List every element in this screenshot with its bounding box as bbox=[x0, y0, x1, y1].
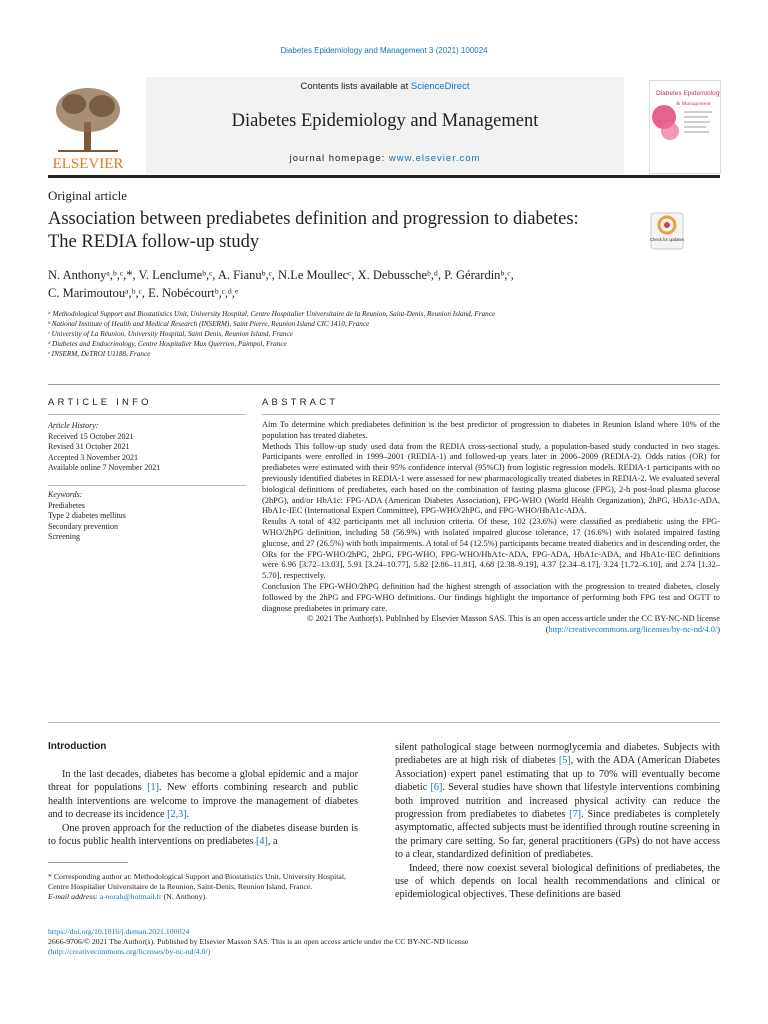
abstract-body bbox=[262, 420, 720, 636]
elsevier-logo[interactable] bbox=[48, 82, 128, 172]
journal-name: Diabetes Epidemiology and Management bbox=[231, 111, 539, 131]
article-history bbox=[48, 421, 246, 474]
abstract-conclusion: Conclusion The FPG-WHO/2hPG definition had the highest strength of association with the progression to treated diabetes, closely followed by the 2hPG and FPG-WHO definitions. Our findings highlight the importance of performing both FPG test and OGTT to diagnose prediabetes in primary care. bbox=[262, 581, 720, 613]
divider bbox=[48, 414, 246, 415]
email-suffix: (N. Anthony). bbox=[161, 892, 208, 902]
check-updates-label: Check for updates bbox=[650, 237, 684, 242]
keyword: Screening bbox=[48, 532, 80, 542]
abstract-aim: Aim To determine which prediabetes definition is the best predictor of progression to diabetes in Reunion Island where 10% of the population has treated diabetes. bbox=[262, 420, 720, 440]
affiliation-d: ᵈ Diabetes and Endocrinology, Centre Hospitalier Max Querrien, Paimpol, France bbox=[48, 340, 287, 348]
homepage-line bbox=[146, 153, 624, 164]
email-line bbox=[48, 892, 358, 902]
history-received: Received 15 October 2021 bbox=[48, 431, 134, 441]
check-updates-icon bbox=[650, 212, 684, 250]
citation-link[interactable]: [5] bbox=[558, 755, 571, 767]
affiliation-e: ᵉ INSERM, DeTROI U1188, France bbox=[48, 350, 151, 358]
cover-subtitle: & Management bbox=[676, 101, 711, 107]
history-revised: Revised 31 October 2021 bbox=[48, 442, 130, 452]
footnote bbox=[48, 872, 358, 903]
divider bbox=[48, 384, 720, 385]
author-list bbox=[48, 266, 688, 302]
sciencedirect-link[interactable]: ScienceDirect bbox=[410, 81, 470, 92]
intro-paragraph-4: Indeed, there now coexist several biological definitions of prediabetes, the use of which depends on local health recommendations and clinical or epidemiological objectives. These definitions are based bbox=[395, 862, 720, 901]
text-run: , a bbox=[267, 836, 278, 848]
journal-reference-link[interactable]: Diabetes Epidemiology and Management 3 (2021) 100024 bbox=[280, 46, 488, 55]
text-run: In the last decades, diabetes has become a global epidemic and a major threat for populations bbox=[48, 769, 358, 794]
doi-link[interactable]: https://doi.org/10.1016/j.deman.2021.100024 bbox=[48, 927, 190, 936]
keywords-label: Keywords: bbox=[48, 490, 83, 499]
email-link[interactable]: a-norah@hotmail.fr bbox=[99, 892, 162, 902]
abstract-results: Results A total of 432 participants met all inclusion criteria. Of these, 102 (23.6%) were classified as prediabetic using the FPG-WHO/2hPG definition, including 58 (56.9%) with isolated impaired glucose tolerance, 17 (16.6%) with isolated impaired fasting glucose, and 27 (26.5%) with both impairments. A total of 54 (12.5%) participants became treated diabetics and in descending order, the ORs for the FPG-WHO/2hPG, 2hPG, FPG-WHO, FPG-WHO/HbA1c-ADA, FPG-ADA, HbA1c-ADA, and HbA1c-IEC definitions were 6.96 [3.72–13.03], 5.91 [3.24–10.77], 5.82 [2.86–11.81], 4.68 [2.38–9.19], 4.37 [2.34–8.17], 3.24 [1.72–6.10], and 2.74 [1.32–5.70], respectively. bbox=[262, 517, 720, 581]
text-run: . Since prediabetes is completely asymptomatic, affected subjects must be identified through routine screening in the primary care setting. So far, general practitioners (GPs) do not have access to a clear, standardized definition of prediabetes. bbox=[395, 809, 720, 861]
citation-link[interactable]: [2,3] bbox=[167, 809, 187, 821]
keyword: Type 2 diabetes mellitus bbox=[48, 511, 126, 521]
keywords bbox=[48, 490, 246, 543]
keyword: Prediabetes bbox=[48, 500, 85, 510]
title-line-2: The REDIA follow-up study bbox=[48, 232, 260, 252]
article-info-heading: ARTICLE INFO bbox=[48, 397, 152, 408]
publisher-name: ELSEVIER bbox=[52, 156, 124, 172]
citation-link[interactable]: [1] bbox=[147, 782, 160, 794]
journal-cover[interactable] bbox=[649, 80, 721, 174]
article-title bbox=[48, 208, 648, 254]
homepage-link[interactable]: www.elsevier.com bbox=[388, 153, 481, 164]
text-run: One proven approach for the reduction of the diabetes disease burden is to focus public health interventions on prediabetes bbox=[48, 822, 358, 848]
affiliation-b: ᵇ National Institute of Health and Medical Research (INSERM), Saint Pierre, Reunion Island CIC 1410, France bbox=[48, 320, 370, 328]
footnote-rule bbox=[48, 862, 128, 863]
citation-link[interactable]: [6] bbox=[430, 782, 443, 794]
authors-line-2[interactable]: C. Marimoutouᵃ,ᵇ,ᶜ, E. Nobécourtᵇ,ᶜ,ᵈ,ᵉ bbox=[48, 286, 239, 300]
email-label: E-mail address: bbox=[48, 892, 100, 902]
authors-line-1[interactable]: N. Anthonyᵃ,ᵇ,ᶜ,*, V. Lenclumeᵇ,ᶜ, A. Fianuᵇ,ᶜ, N.Le Moullecᶜ, X. Debusscheᵇ,ᵈ, P. Gérardinᵇ,ᶜ, bbox=[48, 268, 514, 282]
homepage-prefix: journal homepage: bbox=[289, 153, 389, 164]
copyright-text: © 2021 The Author(s). Published by Elsevier Masson SAS. This is an open access article under the CC BY-NC-ND license ( bbox=[307, 614, 720, 635]
citation-link[interactable]: [7] bbox=[569, 809, 582, 821]
divider bbox=[48, 485, 246, 486]
history-label: Article History: bbox=[48, 421, 99, 430]
keyword: Secondary prevention bbox=[48, 521, 118, 531]
abstract-methods: Methods This follow-up study used data from the REDIA cross-sectional study, a population-based study conducted in two stages. Participants were enrolled in 1999–2001 (REDIA-1) and followed-up years later in 2006–2009 (REDIA-2). Odds ratios (OR) for prediabetes were estimated with their 95% confidence interval (95%CI) from logistic regression models. REDIA-1 participants with no previously identified diabetes in REDIA-1 were assessed for new pharmacologically treated diabetes in REDIA-2. We evaluated several biological definitions of prediabetes, each based on the combination of fasting plasma glucose (FPG), 2-h post-load plasma glucose (2hPG), and/or HbA1c: FPG-ADA (American Diabetes Association), FPG-WHO (World Health Organization), 2hPG, HbA1c-ADA, HbA1c-IEC (International Expert Committee), FPG-WHO/2hPG, and FPG-WHO/HbA1c-ADA. bbox=[262, 441, 720, 516]
intro-paragraph-3 bbox=[395, 741, 720, 862]
title-line-1: Association between prediabetes definition and progression to diabetes: bbox=[48, 209, 579, 229]
history-online: Available online 7 November 2021 bbox=[48, 463, 161, 473]
check-for-updates-button[interactable] bbox=[650, 212, 684, 250]
intro-paragraph-1 bbox=[48, 768, 358, 822]
footer-license-link[interactable]: (http://creativecommons.org/licenses/by-nc-nd/4.0/) bbox=[48, 947, 211, 957]
header-rule bbox=[48, 175, 720, 178]
intro-paragraph-2 bbox=[48, 822, 358, 849]
cover-title: Diabetes Epidemiology bbox=[656, 90, 720, 97]
elsevier-tree-icon bbox=[48, 82, 128, 172]
copyright-end: ) bbox=[717, 625, 720, 635]
license-link[interactable]: http://creativecommons.org/licenses/by-nc-nd/4.0/ bbox=[548, 625, 718, 635]
text-run: silent pathological stage between normoglycemia and diabetes. Subjects with prediabetes are at high risk of diabetes bbox=[395, 742, 720, 767]
history-accepted: Accepted 3 November 2021 bbox=[48, 452, 138, 462]
affiliation-a: ᵃ Methodological Support and Biostatistics Unit, University Hospital, Centre Hospitalier Universitaire de la Reunion, Saint-Denis, Reunion Island, France bbox=[48, 310, 496, 318]
abstract-copyright bbox=[262, 614, 720, 636]
divider bbox=[48, 722, 720, 723]
body-column-right bbox=[395, 741, 720, 902]
abstract-heading: ABSTRACT bbox=[262, 397, 339, 408]
article-type: Original article bbox=[48, 188, 128, 203]
contents-prefix: Contents lists available at bbox=[300, 81, 411, 92]
affiliation-c: ᶜ University of La Réunion, University Hospital, Saint Denis, Reunion Island, France bbox=[48, 330, 293, 338]
corresponding-author: * Corresponding author at: Methodological Support and Biostatistics Unit, University Hospital, Centre Hospitalier Universitaire de la Reunion, Saint-Denis, Reunion Island, France. bbox=[48, 872, 346, 892]
journal-cover-image bbox=[650, 81, 720, 173]
text-run: . New efforts combining research and public health interventions are welcome to improve the management of diabetes and to decrease its incidence bbox=[48, 782, 358, 821]
text-run: , with the ADA (American Diabetes Association) expert panel estimating that up to 70% will eventually become diabetic bbox=[395, 755, 721, 794]
affiliations bbox=[48, 309, 688, 359]
introduction-heading: Introduction bbox=[48, 741, 107, 752]
divider bbox=[262, 414, 720, 415]
text-run: . Several studies have shown that lifestyle interventions combining both improved nutrition and increased physical activity can reduce the progression from prediabetes to diabetes bbox=[395, 782, 720, 821]
page-footer bbox=[48, 927, 720, 958]
text-run: . bbox=[186, 809, 190, 821]
contents-line bbox=[150, 81, 620, 92]
body-column-left bbox=[48, 768, 358, 848]
footer-license-text: 2666-9706/© 2021 The Author(s). Published by Elsevier Masson SAS. This is an open access article under the CC BY-NC-ND license bbox=[48, 937, 469, 947]
citation-link[interactable]: [4] bbox=[255, 836, 268, 848]
